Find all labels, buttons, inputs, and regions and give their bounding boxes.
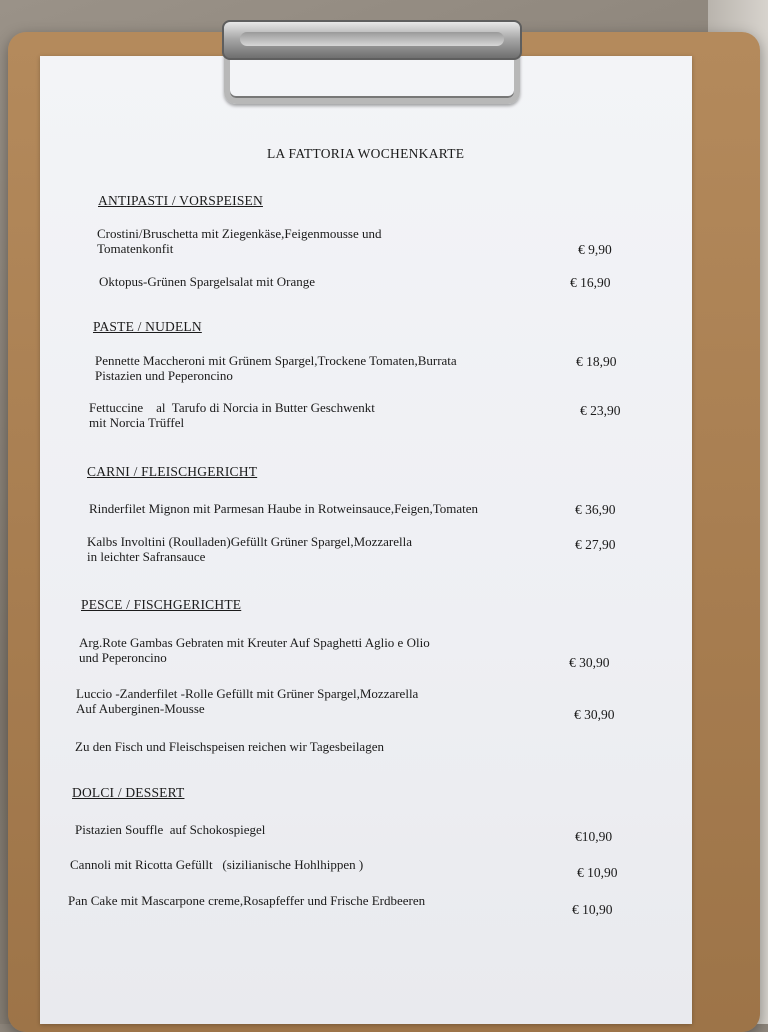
side-dish-note: Zu den Fisch und Fleischspeisen reichen wir Tagesbeilagen [75, 739, 384, 754]
section-heading-pesce: PESCE / FISCHGERICHTE [81, 597, 242, 612]
price-oktopus: € 16,90 [570, 275, 611, 290]
section-heading-dolci: DOLCI / DESSERT [72, 785, 185, 800]
dish-crostini-line1: Crostini/Bruschetta mit Ziegenkäse,Feigenmousse und [97, 226, 382, 241]
dish-gambas-line2: und Peperoncino [79, 650, 167, 665]
dish-souffle-line1: Pistazien Souffle auf Schokospiegel [75, 822, 266, 837]
dish-rinderfilet-line1: Rinderfilet Mignon mit Parmesan Haube in Rotweinsauce,Feigen,Tomaten [89, 501, 479, 516]
dish-kalbs-line2: in leichter Safransauce [87, 549, 206, 564]
price-fettuccine: € 23,90 [580, 403, 621, 418]
price-cannoli: € 10,90 [577, 865, 618, 880]
dish-pennette-line2: Pistazien und Peperoncino [95, 368, 233, 383]
price-pancake: € 10,90 [572, 902, 613, 917]
dish-oktopus-line1: Oktopus-Grünen Spargelsalat mit Orange [99, 274, 316, 289]
clip-highlight [240, 32, 504, 46]
price-gambas: € 30,90 [569, 655, 610, 670]
menu-title: LA FATTORIA WOCHENKARTE [267, 146, 465, 161]
dish-fettuccine-line2: mit Norcia Trüffel [89, 415, 185, 430]
price-souffle: €10,90 [575, 829, 613, 844]
dish-kalbs-line1: Kalbs Involtini (Roulladen)Gefüllt Grüner Spargel,Mozzarella [87, 534, 413, 549]
dish-crostini-line2: Tomatenkonfit [97, 241, 174, 256]
price-luccio: € 30,90 [574, 707, 615, 722]
dish-gambas-line1: Arg.Rote Gambas Gebraten mit Kreuter Auf Spaghetti Aglio e Olio [79, 635, 430, 650]
dish-pancake-line1: Pan Cake mit Mascarpone creme,Rosapfeffer und Frische Erdbeeren [68, 893, 426, 908]
price-kalbs: € 27,90 [575, 537, 616, 552]
price-crostini: € 9,90 [578, 242, 612, 257]
section-heading-antipasti: ANTIPASTI / VORSPEISEN [98, 193, 263, 208]
dish-cannoli-line1: Cannoli mit Ricotta Gefüllt (sizilianische Hohlhippen ) [70, 857, 364, 872]
section-heading-paste: PASTE / NUDELN [93, 319, 202, 334]
dish-pennette-line1: Pennette Maccheroni mit Grünem Spargel,Trockene Tomaten,Burrata [95, 353, 457, 368]
dish-luccio-line2: Auf Auberginen-Mousse [76, 701, 205, 716]
dish-luccio-line1: Luccio -Zanderfilet -Rolle Gefüllt mit Grüner Spargel,Mozzarella [76, 686, 419, 701]
section-heading-carni: CARNI / FLEISCHGERICHT [87, 464, 258, 479]
price-pennette: € 18,90 [576, 354, 617, 369]
clipboard-clip-icon [222, 20, 522, 106]
dish-fettuccine-line1: Fettuccine al Tarufo di Norcia in Butter Geschwenkt [89, 400, 375, 415]
price-rinderfilet: € 36,90 [575, 502, 616, 517]
